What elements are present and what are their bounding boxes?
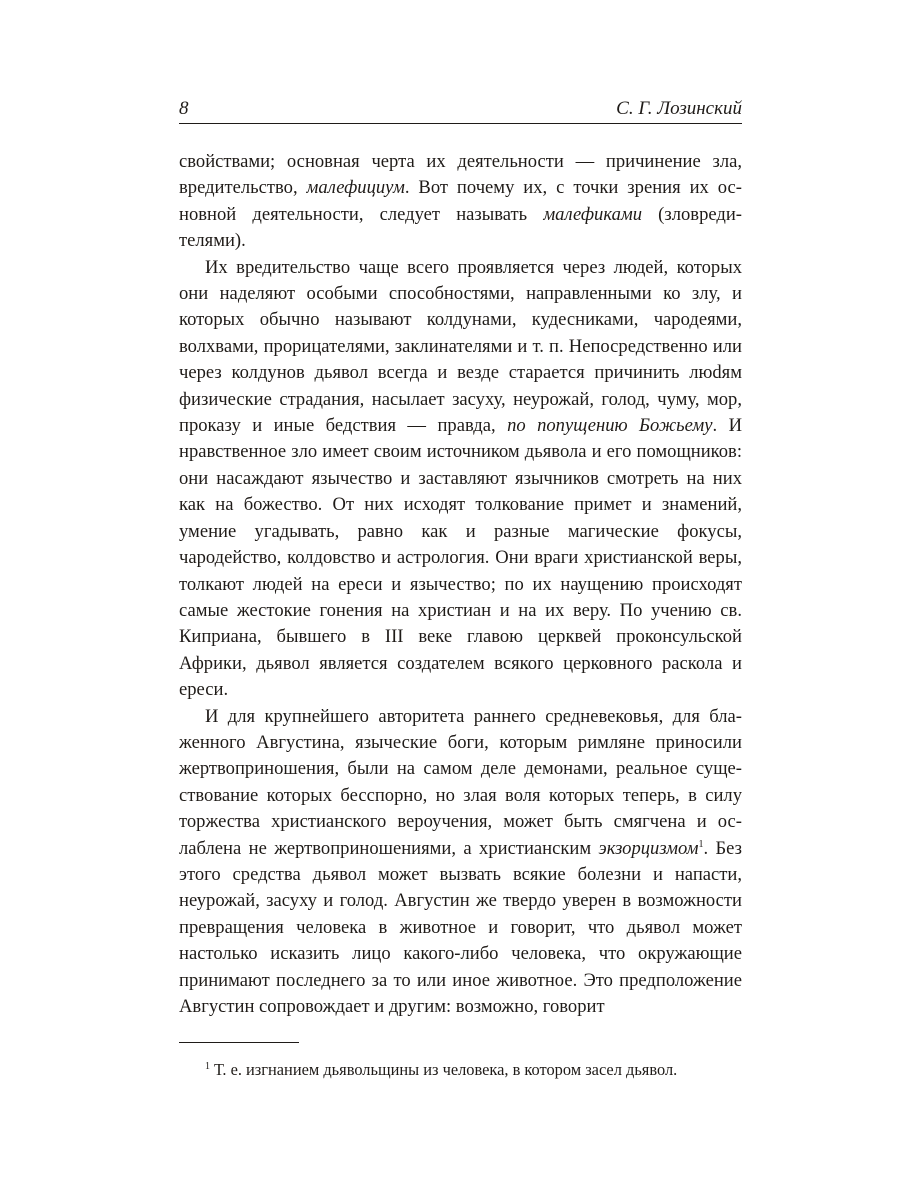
italic-term: малефиками [543,203,643,225]
text-run: . Без этого средства дьявол может вызвать всякие болезни и напасти, неурожай, засуху и голод. Августин же твердо уверен в возможности превращения человека в животное и говорит, что дьявол может настолько исказить лицо какого-либо человека, что окружающие принимают последнего за то или иное животное. Это предположение Августин сопровождает и другим: возможно, говорит [179,837,742,1017]
text-run: И для крупнейшего авторитета раннего средневековья, для блаженного Августина, языческие боги, которым римляне приносили жертвоприношения, были на самом деле демонами, реальное существование которых бесспорно, но злая воля которых теперь, в силу торжества христианского вероучения, может быть смягчена и ослаблена не жертвоприношениями, а христианским [179,705,742,859]
text-run: . И нравственное зло имеет своим источником дьявола и его помощников: они насаждают язычество и заставляют язычников смотреть на них как на божество. От них исходят толкование примет и знамений, умение угадывать, равно как и разные магические фокусы, чародейство, колдовство и астрология. Они враги христианской веры, толкают людей на ереси и язычество; по их наущению происходят самые жестокие гонения на христиан и на их веру. По учению св. Киприана, бывшего в III веке главою церквей проконсульской Африки, дьявол является создателем всякого церковного раскола и ереси. [179,415,742,701]
footnote [179,1057,742,1082]
paragraph [179,149,742,255]
book-page [179,96,742,1082]
running-head-author: С. Г. Лозинский [616,98,742,119]
text-run: Их вредительство чаще всего проявляется через людей, которых они наделяют особыми способностями, направленными ко злу, и которых обычно называют колдунами, кудесниками, чародеями, волхвами, прорицателями, заклинателями и т. п. Непосредственно или через колдунов дьявол всегда и везде старается причинить люdям физические страдания, насылает засуху, неурожай, голод, чуму, мор, проказу и иные бедствия — правда, [179,256,742,437]
text-run: . Вот почему их, с точки зрения их основной деятельности, следует называть [179,177,742,225]
running-head [179,96,742,122]
page-number: 8 [179,98,189,119]
footnote-reference: 1 [698,838,704,850]
text-run: свойствами; основная черта их деятельности — причинение зла, вредительство, [179,151,742,199]
paragraph [179,255,742,704]
header-rule [179,123,742,124]
footnote-rule [179,1042,299,1043]
italic-term: малефициум [306,177,405,199]
paragraph [179,704,742,1021]
footnote-marker: 1 [205,1060,210,1072]
footnote-text: Т. е. изгнанием дьявольщины из человека, в котором засел дьявол. [214,1060,678,1080]
italic-term: по попущению Божьему [507,415,713,437]
italic-term: экзорцизмом [598,837,699,859]
body-text [179,149,742,1020]
text-run: (зловредителями). [179,203,742,252]
